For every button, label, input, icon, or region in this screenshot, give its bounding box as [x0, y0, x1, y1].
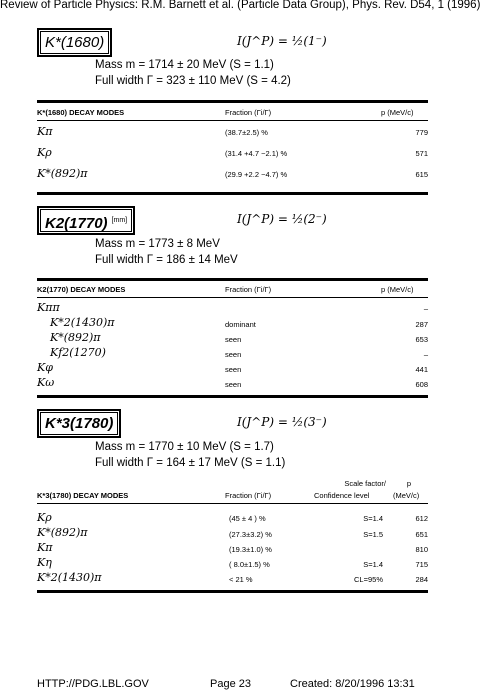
width-line: Full width Γ = 323 ± 110 MeV (S = 4.2) — [95, 75, 291, 87]
page-header — [0, 0, 480, 11]
decay-fraction: (45 ± 4 ) % — [229, 514, 266, 523]
table-rule-top — [37, 278, 428, 281]
decay-momentum: 571 — [415, 149, 428, 158]
decay-momentum: 810 — [415, 545, 428, 554]
table-rule-bottom — [37, 192, 428, 195]
table-header-modes: K*(1680) DECAY MODES — [37, 108, 125, 117]
table-rule-header — [37, 297, 428, 298]
decay-momentum: 287 — [415, 320, 428, 329]
decay-mode: Kππ — [37, 301, 60, 314]
table-header-fraction: Fraction (Γi/Γ) — [225, 491, 272, 500]
isospin-spin-parity: I(J^P) = ½(1⁻) — [237, 34, 327, 48]
footer-created: Created: 8/20/1996 13:31 — [290, 678, 415, 690]
table-header-scale: Scale factor/ — [344, 479, 386, 488]
table-rule-top — [37, 100, 428, 103]
decay-fraction: (38.7±2.5) % — [225, 128, 268, 137]
decay-momentum: 441 — [415, 365, 428, 374]
footer-url[interactable]: HTTP://PDG.LBL.GOV — [37, 678, 149, 690]
decay-momentum: – — [423, 304, 428, 313]
table-header-p: (MeV/c) — [393, 491, 420, 500]
decay-mode: Kω — [37, 376, 55, 389]
decay-momentum: 779 — [415, 128, 428, 137]
isospin-spin-parity: I(J^P) = ½(3⁻) — [237, 415, 327, 429]
mass-line: Mass m = 1714 ± 20 MeV (S = 1.1) — [95, 59, 274, 71]
decay-momentum: 715 — [415, 560, 428, 569]
decay-momentum: 284 — [415, 575, 428, 584]
mass-line: Mass m = 1770 ± 10 MeV (S = 1.7) — [95, 441, 274, 453]
table-header-fraction: Fraction (Γi/Γ) — [225, 108, 272, 117]
decay-fraction: seen — [225, 335, 242, 344]
decay-momentum: 615 — [415, 170, 428, 179]
particle-title-box — [37, 206, 135, 235]
decay-mode: K*(892)π — [37, 167, 88, 180]
table-rule-bottom — [37, 395, 428, 398]
decay-scale: CL=95% — [354, 575, 383, 584]
decay-momentum: – — [423, 350, 428, 359]
table-rule-bottom — [37, 590, 428, 593]
footer-page: Page 23 — [210, 678, 251, 690]
particle-name: K*3(1780) — [45, 415, 114, 432]
decay-scale: S=1.4 — [363, 560, 383, 569]
width-line: Full width Γ = 186 ± 14 MeV — [95, 254, 238, 266]
decay-momentum: 653 — [415, 335, 428, 344]
table-rule-header — [37, 503, 428, 504]
width-line: Full width Γ = 164 ± 17 MeV (S = 1.1) — [95, 457, 286, 469]
decay-mode: Kρ — [37, 146, 52, 159]
decay-mode: Kf2(1270) — [50, 346, 106, 359]
decay-fraction: seen — [225, 350, 242, 359]
particle-name: K2(1770) — [45, 215, 108, 232]
decay-fraction: (27.3±3.2) % — [229, 530, 272, 539]
table-header-modes: K2(1770) DECAY MODES — [37, 285, 126, 294]
decay-mode: Kπ — [37, 125, 53, 138]
decay-mode: K*2(1430)π — [50, 316, 115, 329]
decay-mode: K*(892)π — [37, 526, 88, 539]
decay-mode: Kρ — [37, 511, 52, 524]
particle-name: K*(1680) — [45, 34, 105, 51]
table-rule-header — [37, 120, 428, 121]
decay-fraction: < 21 % — [229, 575, 253, 584]
decay-mode: Kπ — [37, 541, 53, 554]
decay-momentum: 608 — [415, 380, 428, 389]
decay-scale: S=1.5 — [363, 530, 383, 539]
decay-fraction: (31.4 +4.7 −2.1) % — [225, 149, 288, 158]
particle-title-box — [37, 28, 112, 57]
decay-momentum: 651 — [415, 530, 428, 539]
decay-fraction: (29.9 +2.2 −4.7) % — [225, 170, 288, 179]
decay-mode: K*(892)π — [50, 331, 101, 344]
header-text: Review of Particle Physics: R.M. Barnett et al. (Particle Data Group), Phys. Rev. D54, 1 (1996) — [0, 0, 481, 11]
table-header-p-top: p — [406, 479, 412, 488]
table-header-fraction: Fraction (Γi/Γ) — [225, 285, 272, 294]
decay-fraction: seen — [225, 365, 242, 374]
decay-scale: S=1.4 — [363, 514, 383, 523]
table-header-modes: K*3(1780) DECAY MODES — [37, 491, 129, 500]
decay-mode: Kη — [37, 556, 52, 569]
decay-momentum: 612 — [415, 514, 428, 523]
decay-fraction: seen — [225, 380, 242, 389]
particle-note: [mm] — [111, 217, 128, 224]
decay-fraction: (19.3±1.0) % — [229, 545, 272, 554]
mass-line: Mass m = 1773 ± 8 MeV — [95, 238, 220, 250]
table-header-p: p (MeV/c) — [381, 108, 414, 117]
decay-mode: K*2(1430)π — [37, 571, 102, 584]
particle-title-box — [37, 409, 121, 438]
isospin-spin-parity: I(J^P) = ½(2⁻) — [237, 212, 327, 226]
table-header-confidence: Confidence level — [314, 491, 370, 500]
decay-mode: Kφ — [37, 361, 53, 374]
table-header-p: p (MeV/c) — [381, 285, 414, 294]
decay-fraction: dominant — [225, 320, 256, 329]
decay-fraction: ( 8.0±1.5) % — [229, 560, 270, 569]
